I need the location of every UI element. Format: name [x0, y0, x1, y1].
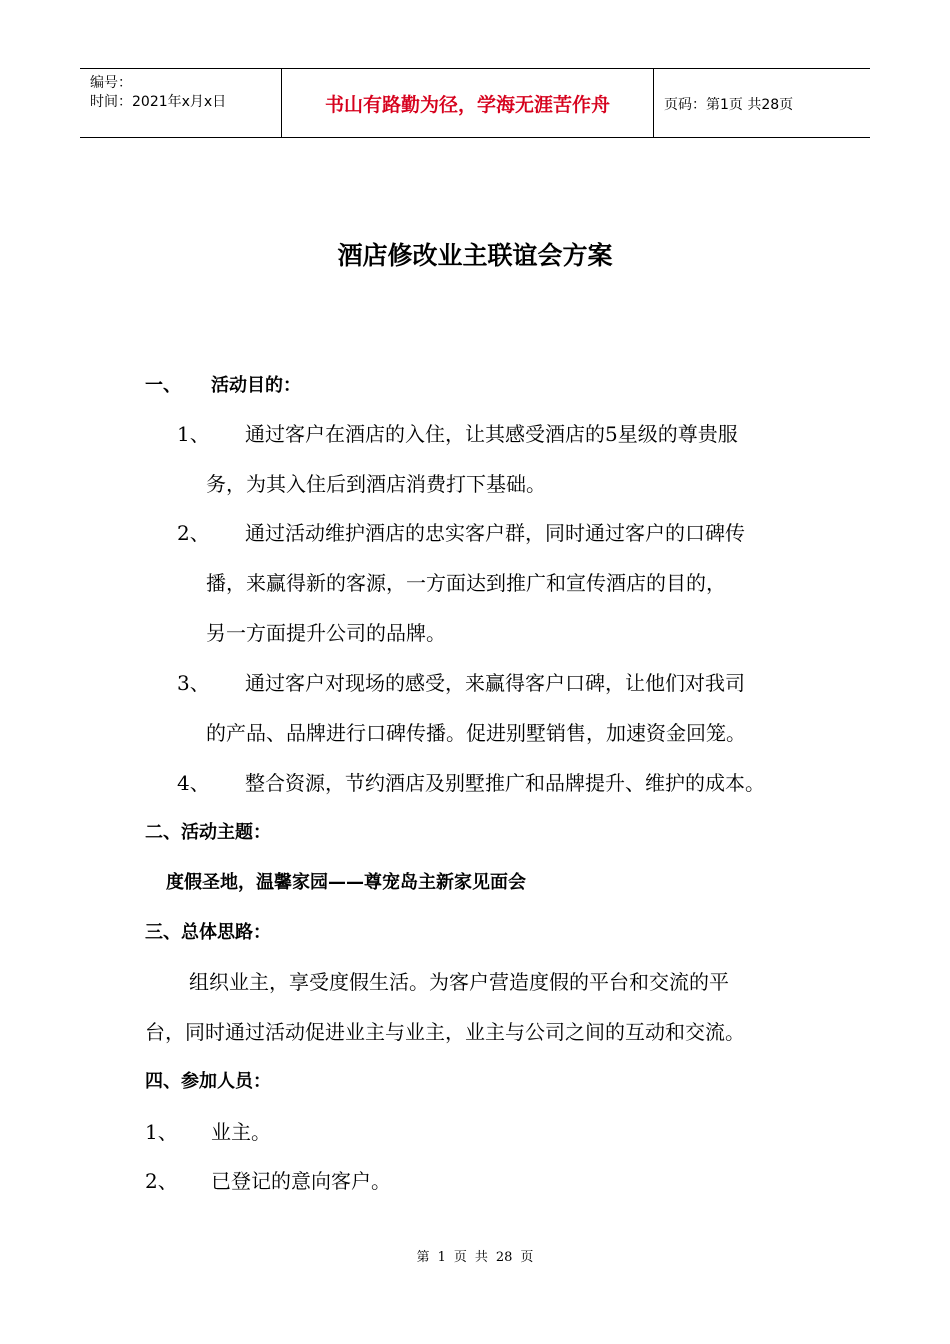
- header-divider: [653, 69, 654, 137]
- list-item-text: 业主。: [211, 1120, 271, 1144]
- footer-page-number: 1: [437, 1250, 446, 1265]
- page-header: [80, 68, 870, 138]
- section-heading: 四、参加人员：: [145, 1071, 271, 1092]
- section-heading: 三、总体思路：: [145, 922, 271, 943]
- list-item-text: 整合资源，节约酒店及别墅推广和品牌提升、维护的成本。: [245, 771, 765, 795]
- footer-text: 第: [416, 1250, 430, 1265]
- section-number: 一、: [145, 375, 181, 396]
- header-meta: [80, 69, 280, 137]
- time-label: 时间：2021年x月x日: [90, 94, 227, 110]
- list-item-number: 2、: [177, 521, 210, 545]
- footer-total-pages: 28: [495, 1250, 513, 1265]
- list-item-text: 的产品、品牌进行口碑传播。促进别墅销售，加速资金回笼。: [206, 721, 746, 745]
- footer-text: 共: [474, 1250, 488, 1265]
- list-item-number: 4、: [177, 771, 210, 795]
- list-item-number: 2、: [145, 1169, 178, 1193]
- list-item-text: 通过活动维护酒店的忠实客户群，同时通过客户的口碑传: [245, 521, 745, 545]
- header-motto: 书山有路勤为径，学海无涯苦作舟: [324, 93, 610, 116]
- section-heading: 二、活动主题：: [145, 822, 271, 843]
- list-item-text: 务，为其入住后到酒店消费打下基础。: [206, 472, 546, 496]
- header-page-info: 页码：第1页 共28页: [664, 97, 794, 113]
- list-item-number: 1、: [177, 422, 210, 446]
- list-item-number: 1、: [145, 1120, 178, 1144]
- list-item-number: 3、: [177, 671, 210, 695]
- list-item-text: 播，来赢得新的客源，一方面达到推广和宣传酒店的目的，: [206, 571, 726, 595]
- paragraph-line: 组织业主，享受度假生活。为客户营造度假的平台和交流的平: [189, 970, 729, 994]
- list-item-text: 通过客户对现场的感受，来赢得客户口碑，让他们对我司: [245, 671, 745, 695]
- activity-theme: 度假圣地，温馨家园——尊宠岛主新家见面会: [166, 872, 526, 893]
- list-item-text: 另一方面提升公司的品牌。: [206, 621, 446, 645]
- list-item-text: 通过客户在酒店的入住，让其感受酒店的5星级的尊贵服: [245, 422, 738, 446]
- number-label: 编号：: [90, 75, 132, 91]
- footer-text: 页: [520, 1250, 534, 1265]
- page-footer: [0, 1246, 950, 1265]
- footer-text: 页: [453, 1250, 467, 1265]
- section-heading: 活动目的：: [211, 375, 301, 396]
- paragraph-line: 台，同时通过活动促进业主与业主，业主与公司之间的互动和交流。: [145, 1020, 745, 1044]
- document-title: 酒店修改业主联谊会方案: [337, 241, 613, 270]
- list-item-text: 已登记的意向客户。: [211, 1169, 391, 1193]
